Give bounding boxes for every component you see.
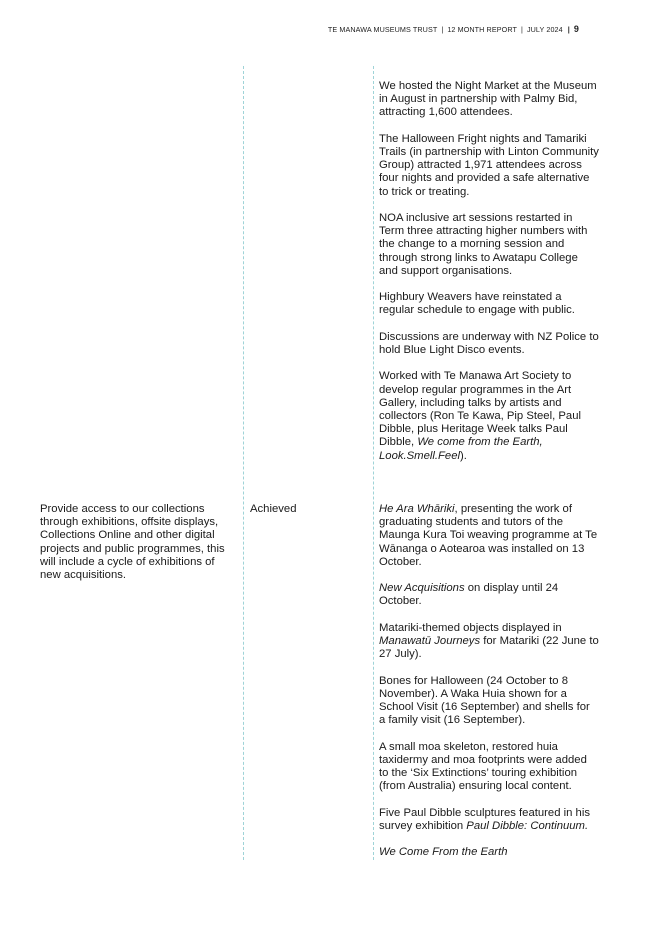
progress-paragraph <box>379 582 599 608</box>
progress-paragraph: We hosted the Night Market at the Museum in August in partnership with Palmy Bid, attracting 1,600 attendees. <box>379 80 597 119</box>
text-run: Five Paul Dibble sculptures featured in his survey exhibition <box>379 806 590 832</box>
progress-paragraph: The Halloween Fright nights and Tamariki Trails (in partnership with Linton Community Group) attracted 1,971 attendees across four nights and provided a safe alternative to trick or treating. <box>379 132 599 198</box>
page-header <box>328 24 579 34</box>
progress-paragraph <box>379 370 599 462</box>
text-run: on display until 24 October. <box>379 582 559 608</box>
row2-objective-cell <box>40 503 232 582</box>
progress-paragraph: Bones for Halloween (24 October to 8 November). A Waka Huia shown for a School Visit (16 September) and shells for a family visit (16 September). <box>379 674 590 727</box>
text-run: Worked with Te Manawa Art Society to develop regular programmes in the Art Gallery, including talks by artists and collectors (Ron Te Kawa, Pip Steel, Paul Dibble, plus Heritage Week talks Paul Dibble, <box>379 370 581 449</box>
progress-paragraph <box>379 807 599 833</box>
status-text: Achieved <box>250 503 297 515</box>
column-divider <box>243 66 244 860</box>
italic-title: New Acquisitions <box>379 582 465 595</box>
text-run: for Matariki (22 June to 27 July). <box>379 635 599 661</box>
header-report: 12 MONTH REPORT <box>447 24 517 34</box>
row1-progress-cell <box>379 80 599 463</box>
row2-progress-cell <box>379 503 599 859</box>
italic-title: We come from the Earth, Look.Smell.Feel <box>379 436 543 462</box>
progress-paragraph <box>379 622 599 662</box>
progress-paragraph <box>379 503 599 569</box>
progress-paragraph: Highbury Weavers have reinstated a regular schedule to engage with public. <box>379 291 575 317</box>
header-org: TE MANAWA MUSEUMS TRUST <box>327 24 438 34</box>
progress-paragraph: Discussions are underway with NZ Police to hold Blue Light Disco events. <box>379 330 599 356</box>
objective-text: Provide access to our collections through exhibitions, offsite displays, Collections Online and other digital projects and public programmes, this will include a cycle of exhibitions of new acquisitions. <box>40 503 225 582</box>
header-separator: | <box>520 24 523 34</box>
italic-title: He Ara Whāriki <box>379 503 455 515</box>
progress-paragraph: NOA inclusive art sessions restarted in Term three attracting higher numbers with the change to a morning session and through strong links to Awatapu College and support organisations. <box>379 212 588 277</box>
italic-title: Manawatū Journeys <box>379 635 481 647</box>
text-run: ). <box>460 449 467 462</box>
text-run: Matariki-themed objects displayed in <box>379 621 562 634</box>
header-separator: | <box>567 24 570 34</box>
column-divider <box>373 66 374 860</box>
row2-status-cell <box>250 503 360 516</box>
header-date: JULY 2024 <box>526 24 563 34</box>
text-run: , presenting the work of graduating students and tutors of the Maunga Kura Toi weaving programme at Te Wānanga o Aotearoa was installed on 13 October. <box>379 503 598 568</box>
progress-paragraph: A small moa skeleton, restored huia taxidermy and moa footprints were added to the ‘Six Extinctions’ touring exhibition (from Australia) ensuring local content. <box>379 740 587 793</box>
page-number: 9 <box>573 24 579 34</box>
italic-title: Paul Dibble: Continuum. <box>466 819 589 832</box>
header-separator: | <box>441 24 444 34</box>
progress-paragraph: We Come From the Earth <box>379 846 508 859</box>
